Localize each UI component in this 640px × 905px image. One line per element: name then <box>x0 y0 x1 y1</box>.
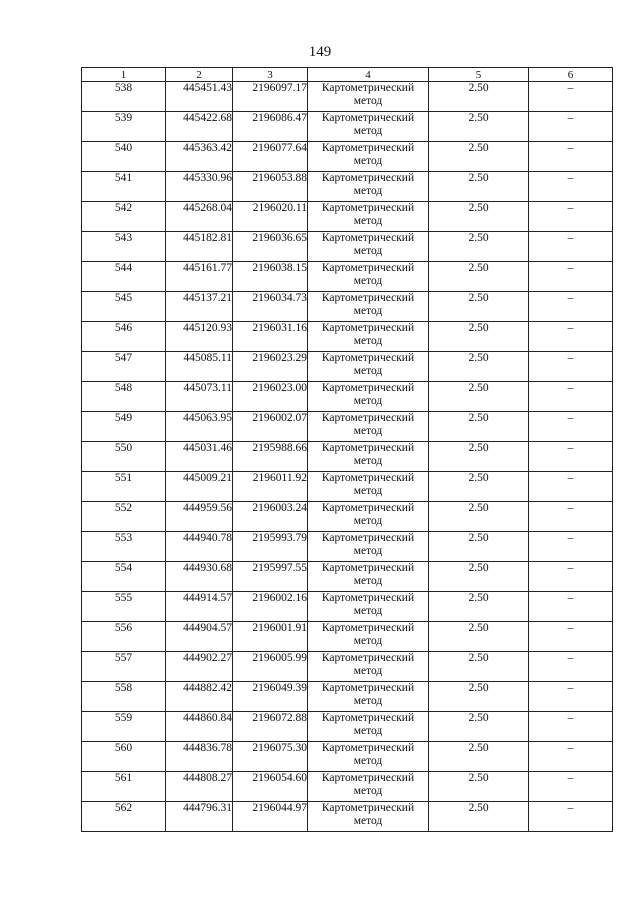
x-coordinate-cell: 445422.68 <box>166 112 233 142</box>
y-coordinate-cell: 2196075.30 <box>233 742 308 772</box>
x-coordinate-cell: 445085.11 <box>166 352 233 382</box>
note-cell: – <box>529 232 613 262</box>
method-cell: Картометрический метод <box>308 622 429 652</box>
point-number-cell: 539 <box>82 112 166 142</box>
y-coordinate-cell: 2196002.07 <box>233 412 308 442</box>
note-cell: – <box>529 202 613 232</box>
point-number-cell: 541 <box>82 172 166 202</box>
point-number-cell: 556 <box>82 622 166 652</box>
column-header-x: 2 <box>166 68 233 82</box>
point-number-cell: 540 <box>82 142 166 172</box>
note-cell: – <box>529 112 613 142</box>
table-row <box>82 172 613 202</box>
accuracy-cell: 2.50 <box>429 202 529 232</box>
point-number-cell: 557 <box>82 652 166 682</box>
method-cell: Картометрический метод <box>308 202 429 232</box>
method-cell: Картометрический метод <box>308 502 429 532</box>
point-number-cell: 550 <box>82 442 166 472</box>
accuracy-cell: 2.50 <box>429 652 529 682</box>
method-cell: Картометрический метод <box>308 412 429 442</box>
y-coordinate-cell: 2196003.24 <box>233 502 308 532</box>
y-coordinate-cell: 2196086.47 <box>233 112 308 142</box>
table-row <box>82 472 613 502</box>
accuracy-cell: 2.50 <box>429 352 529 382</box>
table-row <box>82 142 613 172</box>
note-cell: – <box>529 532 613 562</box>
table-row <box>82 772 613 802</box>
y-coordinate-cell: 2196038.15 <box>233 262 308 292</box>
method-cell: Картометрический метод <box>308 682 429 712</box>
x-coordinate-cell: 445268.04 <box>166 202 233 232</box>
page-number: 149 <box>308 44 332 60</box>
point-number-cell: 562 <box>82 802 166 832</box>
accuracy-cell: 2.50 <box>429 682 529 712</box>
note-cell: – <box>529 172 613 202</box>
note-cell: – <box>529 442 613 472</box>
y-coordinate-cell: 2196020.11 <box>233 202 308 232</box>
method-cell: Картометрический метод <box>308 82 429 112</box>
x-coordinate-cell: 444940.78 <box>166 532 233 562</box>
point-number-cell: 559 <box>82 712 166 742</box>
y-coordinate-cell: 2196077.64 <box>233 142 308 172</box>
method-cell: Картометрический метод <box>308 382 429 412</box>
x-coordinate-cell: 444930.68 <box>166 562 233 592</box>
method-cell: Картометрический метод <box>308 772 429 802</box>
accuracy-cell: 2.50 <box>429 322 529 352</box>
note-cell: – <box>529 652 613 682</box>
y-coordinate-cell: 2196001.91 <box>233 622 308 652</box>
table-row <box>82 412 613 442</box>
y-coordinate-cell: 2195988.66 <box>233 442 308 472</box>
point-number-cell: 546 <box>82 322 166 352</box>
table-row <box>82 262 613 292</box>
table-row <box>82 82 613 112</box>
point-number-cell: 553 <box>82 532 166 562</box>
x-coordinate-cell: 444959.56 <box>166 502 233 532</box>
accuracy-cell: 2.50 <box>429 142 529 172</box>
y-coordinate-cell: 2196002.16 <box>233 592 308 622</box>
table-row <box>82 802 613 832</box>
x-coordinate-cell: 444882.42 <box>166 682 233 712</box>
y-coordinate-cell: 2196034.73 <box>233 292 308 322</box>
point-number-cell: 547 <box>82 352 166 382</box>
point-number-cell: 542 <box>82 202 166 232</box>
table-row <box>82 712 613 742</box>
method-cell: Картометрический метод <box>308 322 429 352</box>
method-cell: Картометрический метод <box>308 592 429 622</box>
y-coordinate-cell: 2196031.16 <box>233 322 308 352</box>
accuracy-cell: 2.50 <box>429 802 529 832</box>
x-coordinate-cell: 445063.95 <box>166 412 233 442</box>
accuracy-cell: 2.50 <box>429 592 529 622</box>
y-coordinate-cell: 2196023.00 <box>233 382 308 412</box>
note-cell: – <box>529 382 613 412</box>
table-row <box>82 682 613 712</box>
point-number-cell: 549 <box>82 412 166 442</box>
point-number-cell: 551 <box>82 472 166 502</box>
point-number-cell: 558 <box>82 682 166 712</box>
x-coordinate-cell: 444860.84 <box>166 712 233 742</box>
x-coordinate-cell: 444904.57 <box>166 622 233 652</box>
method-cell: Картометрический метод <box>308 352 429 382</box>
y-coordinate-cell: 2196072.88 <box>233 712 308 742</box>
method-cell: Картометрический метод <box>308 472 429 502</box>
accuracy-cell: 2.50 <box>429 172 529 202</box>
column-header-accuracy: 5 <box>429 68 529 82</box>
x-coordinate-cell: 445161.77 <box>166 262 233 292</box>
accuracy-cell: 2.50 <box>429 412 529 442</box>
note-cell: – <box>529 352 613 382</box>
note-cell: – <box>529 712 613 742</box>
note-cell: – <box>529 742 613 772</box>
table-row <box>82 622 613 652</box>
point-number-cell: 538 <box>82 82 166 112</box>
accuracy-cell: 2.50 <box>429 112 529 142</box>
table-row <box>82 232 613 262</box>
accuracy-cell: 2.50 <box>429 772 529 802</box>
accuracy-cell: 2.50 <box>429 742 529 772</box>
point-number-cell: 552 <box>82 502 166 532</box>
method-cell: Картометрический метод <box>308 292 429 322</box>
table-row <box>82 292 613 322</box>
y-coordinate-cell: 2196044.97 <box>233 802 308 832</box>
method-cell: Картометрический метод <box>308 712 429 742</box>
x-coordinate-cell: 444796.31 <box>166 802 233 832</box>
table-body <box>82 82 613 832</box>
accuracy-cell: 2.50 <box>429 622 529 652</box>
y-coordinate-cell: 2196005.99 <box>233 652 308 682</box>
accuracy-cell: 2.50 <box>429 232 529 262</box>
accuracy-cell: 2.50 <box>429 382 529 412</box>
note-cell: – <box>529 502 613 532</box>
method-cell: Картометрический метод <box>308 802 429 832</box>
table-row <box>82 442 613 472</box>
method-cell: Картометрический метод <box>308 442 429 472</box>
method-cell: Картометрический метод <box>308 532 429 562</box>
note-cell: – <box>529 142 613 172</box>
table-row <box>82 592 613 622</box>
coordinates-table <box>81 67 613 832</box>
x-coordinate-cell: 444836.78 <box>166 742 233 772</box>
note-cell: – <box>529 82 613 112</box>
column-header-y: 3 <box>233 68 308 82</box>
accuracy-cell: 2.50 <box>429 532 529 562</box>
table-row <box>82 202 613 232</box>
note-cell: – <box>529 682 613 712</box>
method-cell: Картометрический метод <box>308 742 429 772</box>
note-cell: – <box>529 412 613 442</box>
x-coordinate-cell: 445451.43 <box>166 82 233 112</box>
point-number-cell: 545 <box>82 292 166 322</box>
x-coordinate-cell: 445137.21 <box>166 292 233 322</box>
x-coordinate-cell: 445120.93 <box>166 322 233 352</box>
note-cell: – <box>529 562 613 592</box>
x-coordinate-cell: 445330.96 <box>166 172 233 202</box>
method-cell: Картометрический метод <box>308 562 429 592</box>
column-header-note: 6 <box>529 68 613 82</box>
x-coordinate-cell: 444808.27 <box>166 772 233 802</box>
table-row <box>82 532 613 562</box>
point-number-cell: 554 <box>82 562 166 592</box>
point-number-cell: 560 <box>82 742 166 772</box>
point-number-cell: 543 <box>82 232 166 262</box>
y-coordinate-cell: 2196054.60 <box>233 772 308 802</box>
column-header-method: 4 <box>308 68 429 82</box>
y-coordinate-cell: 2196011.92 <box>233 472 308 502</box>
column-header-number: 1 <box>82 68 166 82</box>
method-cell: Картометрический метод <box>308 232 429 262</box>
accuracy-cell: 2.50 <box>429 82 529 112</box>
table-header-row <box>82 68 613 82</box>
x-coordinate-cell: 445182.81 <box>166 232 233 262</box>
accuracy-cell: 2.50 <box>429 712 529 742</box>
table-row <box>82 382 613 412</box>
point-number-cell: 548 <box>82 382 166 412</box>
table-row <box>82 742 613 772</box>
table-row <box>82 322 613 352</box>
note-cell: – <box>529 292 613 322</box>
note-cell: – <box>529 772 613 802</box>
y-coordinate-cell: 2196049.39 <box>233 682 308 712</box>
y-coordinate-cell: 2196097.17 <box>233 82 308 112</box>
x-coordinate-cell: 444914.57 <box>166 592 233 622</box>
method-cell: Картометрический метод <box>308 142 429 172</box>
note-cell: – <box>529 472 613 502</box>
x-coordinate-cell: 445009.21 <box>166 472 233 502</box>
y-coordinate-cell: 2196053.88 <box>233 172 308 202</box>
x-coordinate-cell: 445073.11 <box>166 382 233 412</box>
x-coordinate-cell: 444902.27 <box>166 652 233 682</box>
table-row <box>82 652 613 682</box>
accuracy-cell: 2.50 <box>429 262 529 292</box>
y-coordinate-cell: 2195997.55 <box>233 562 308 592</box>
point-number-cell: 544 <box>82 262 166 292</box>
table-row <box>82 502 613 532</box>
y-coordinate-cell: 2195993.79 <box>233 532 308 562</box>
table-row <box>82 562 613 592</box>
accuracy-cell: 2.50 <box>429 292 529 322</box>
method-cell: Картометрический метод <box>308 172 429 202</box>
table-row <box>82 352 613 382</box>
note-cell: – <box>529 622 613 652</box>
table-row <box>82 112 613 142</box>
method-cell: Картометрический метод <box>308 652 429 682</box>
method-cell: Картометрический метод <box>308 112 429 142</box>
note-cell: – <box>529 802 613 832</box>
note-cell: – <box>529 592 613 622</box>
note-cell: – <box>529 262 613 292</box>
note-cell: – <box>529 322 613 352</box>
accuracy-cell: 2.50 <box>429 502 529 532</box>
x-coordinate-cell: 445363.42 <box>166 142 233 172</box>
point-number-cell: 555 <box>82 592 166 622</box>
y-coordinate-cell: 2196023.29 <box>233 352 308 382</box>
accuracy-cell: 2.50 <box>429 442 529 472</box>
accuracy-cell: 2.50 <box>429 472 529 502</box>
x-coordinate-cell: 445031.46 <box>166 442 233 472</box>
method-cell: Картометрический метод <box>308 262 429 292</box>
accuracy-cell: 2.50 <box>429 562 529 592</box>
y-coordinate-cell: 2196036.65 <box>233 232 308 262</box>
point-number-cell: 561 <box>82 772 166 802</box>
